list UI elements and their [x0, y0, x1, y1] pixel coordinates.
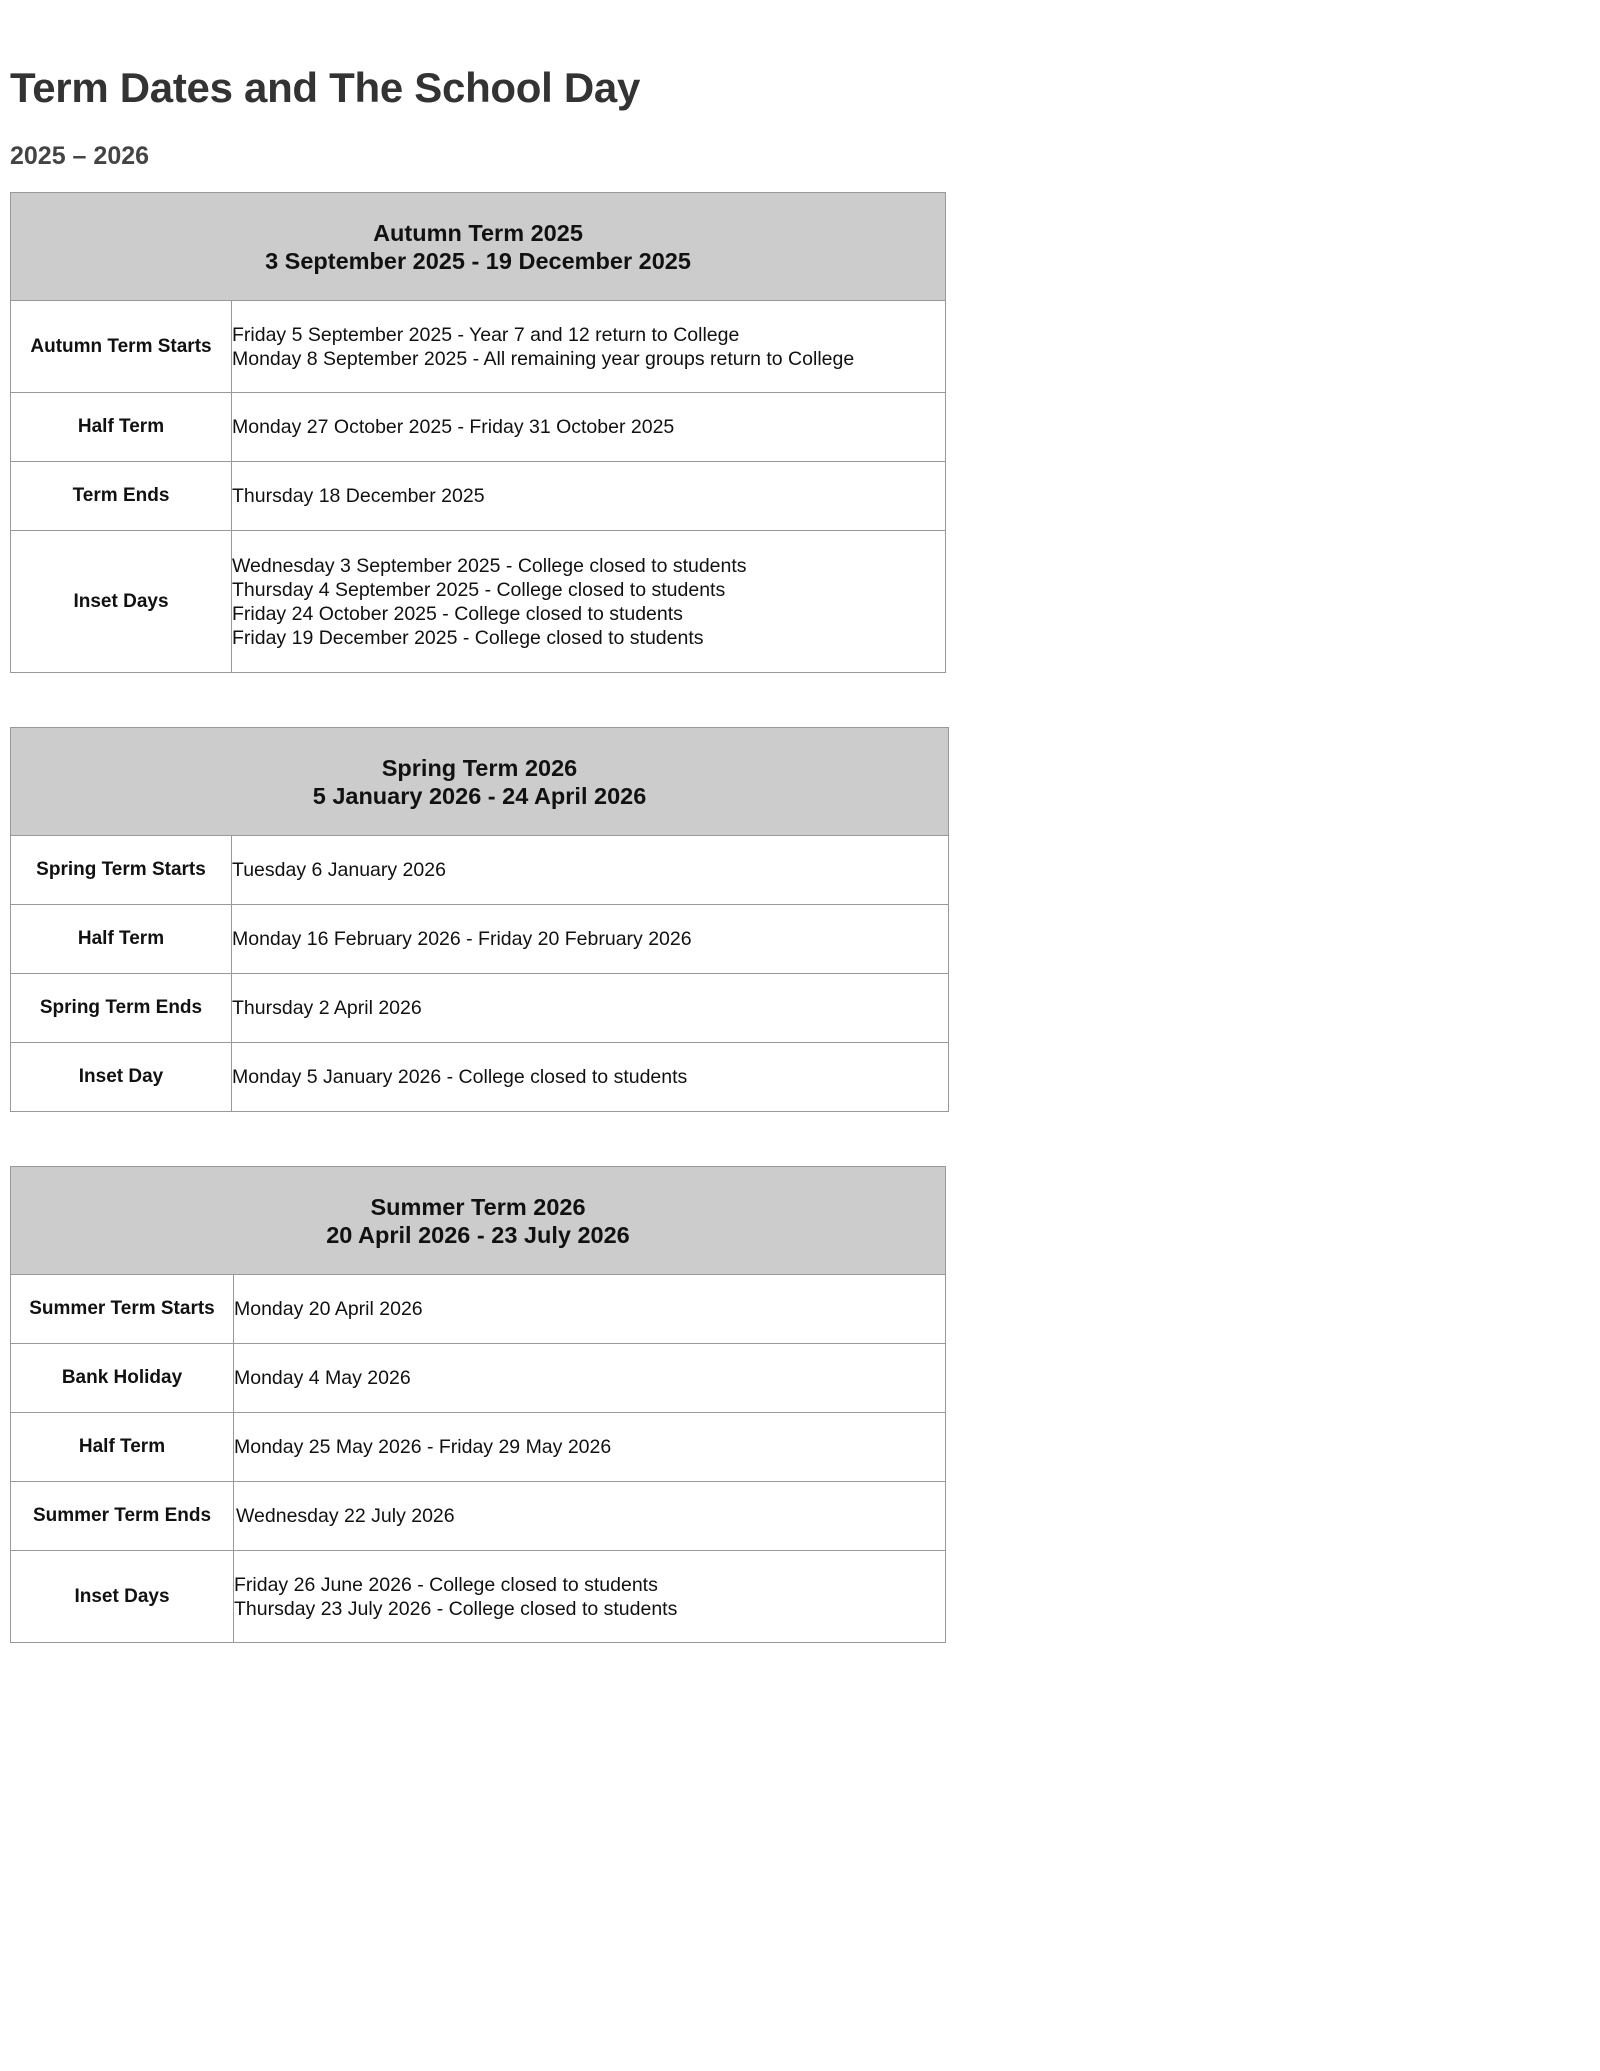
value-line: Friday 5 September 2025 - Year 7 and 12 return to College — [232, 323, 740, 346]
row-label: Inset Day — [11, 1043, 232, 1112]
row-value — [232, 1043, 949, 1112]
term-header — [11, 1167, 946, 1275]
row-label: Autumn Term Starts — [11, 301, 232, 393]
row-label: Summer Term Starts — [11, 1275, 234, 1344]
row-label: Inset Days — [11, 531, 232, 673]
table-row — [11, 301, 946, 393]
term-title: Spring Term 2026 — [381, 754, 578, 781]
value-line: Monday 4 May 2026 — [234, 1367, 411, 1389]
row-label: Half Term — [11, 393, 232, 462]
row-value — [232, 462, 946, 531]
value-line: Monday 27 October 2025 - Friday 31 October 2025 — [232, 416, 675, 438]
row-label: Half Term — [11, 1413, 234, 1482]
value-line: Tuesday 6 January 2026 — [232, 859, 446, 881]
table-row — [11, 905, 949, 974]
row-value — [232, 836, 949, 905]
table-row — [11, 1043, 949, 1112]
row-value — [232, 301, 946, 393]
term-title: Autumn Term 2025 — [373, 219, 583, 246]
table-row — [11, 531, 946, 673]
value-line: Thursday 4 September 2025 - College closed to students — [232, 578, 726, 601]
table-row — [11, 393, 946, 462]
value-line: Thursday 18 December 2025 — [232, 485, 485, 507]
value-line: Monday 5 January 2026 - College closed to students — [232, 1066, 688, 1088]
table-row — [11, 1413, 946, 1482]
value-line: Monday 8 September 2025 - All remaining year groups return to College — [232, 347, 855, 370]
value-line: Friday 19 December 2025 - College closed to students — [232, 626, 704, 649]
term-date-range: 20 April 2026 - 23 July 2026 — [326, 1221, 630, 1248]
row-value — [232, 974, 949, 1043]
spring-term-table — [10, 727, 949, 1112]
row-value — [232, 905, 949, 974]
table-row — [11, 836, 949, 905]
row-value — [234, 1413, 946, 1482]
value-line: Wednesday 22 July 2026 — [236, 1505, 455, 1527]
term-header — [11, 728, 949, 836]
row-label: Term Ends — [11, 462, 232, 531]
row-value — [234, 1275, 946, 1344]
row-label: Bank Holiday — [11, 1344, 234, 1413]
value-line: Monday 16 February 2026 - Friday 20 February 2026 — [232, 928, 692, 950]
row-label: Spring Term Starts — [11, 836, 232, 905]
value-line: Monday 20 April 2026 — [234, 1298, 423, 1320]
table-row — [11, 1344, 946, 1413]
value-line: Thursday 2 April 2026 — [232, 997, 422, 1019]
value-line: Monday 25 May 2026 - Friday 29 May 2026 — [234, 1436, 612, 1458]
row-label: Summer Term Ends — [11, 1482, 234, 1551]
row-label: Inset Days — [11, 1551, 234, 1643]
table-row — [11, 974, 949, 1043]
term-date-range: 5 January 2026 - 24 April 2026 — [312, 782, 647, 809]
row-label: Spring Term Ends — [11, 974, 232, 1043]
table-row — [11, 462, 946, 531]
value-line: Thursday 23 July 2026 - College closed to students — [234, 1597, 678, 1620]
value-line: Wednesday 3 September 2025 - College closed to students — [232, 554, 747, 577]
table-row — [11, 1551, 946, 1643]
row-value — [232, 393, 946, 462]
row-value — [234, 1344, 946, 1413]
row-label: Half Term — [11, 905, 232, 974]
value-line: Friday 26 June 2026 - College closed to students — [234, 1573, 658, 1596]
row-value — [232, 531, 946, 673]
term-date-range: 3 September 2025 - 19 December 2025 — [265, 247, 691, 274]
row-value — [234, 1551, 946, 1643]
row-value — [234, 1482, 946, 1551]
academic-year-heading: 2025 – 2026 — [10, 142, 150, 170]
summer-term-table — [10, 1166, 946, 1643]
term-title: Summer Term 2026 — [370, 1193, 586, 1220]
table-row — [11, 1482, 946, 1551]
table-row — [11, 1275, 946, 1344]
autumn-term-table — [10, 192, 946, 673]
term-header — [11, 193, 946, 301]
page-title: Term Dates and The School Day — [10, 64, 641, 111]
value-line: Friday 24 October 2025 - College closed to students — [232, 602, 683, 625]
